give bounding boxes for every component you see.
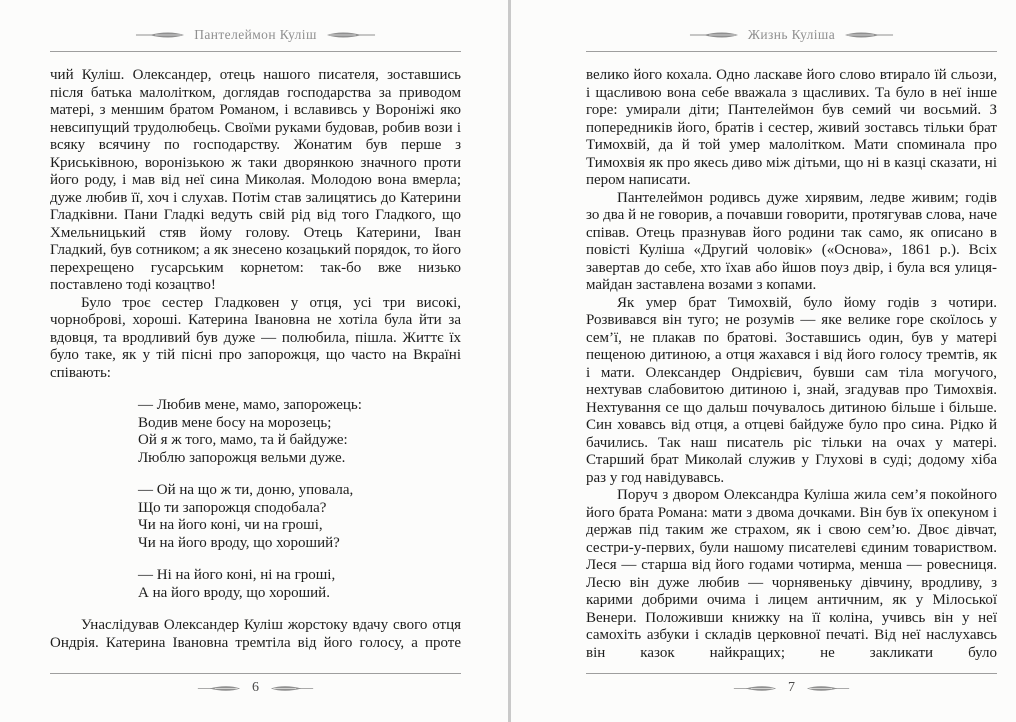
verse-line: Ой я ж того, мамо, та й байдуже: bbox=[138, 432, 348, 448]
verse-line: Люблю запорожця вельми дуже. bbox=[138, 449, 346, 466]
footer-ornament-left-icon bbox=[733, 684, 777, 693]
paragraph: Пантелеймон родивсь дуже хирявим, ледве живим; годів зо два й не говорив, а почавши говорити, протягував слова, наче співав. Отець празнував його родини так само, як описано в повісті Куліша «Другий чоловік» («Основа», 1861 р.). Всіх завертав до себе, хто їхав або йшов поуз двір, і була вся улиця-майдан заставлена возами з копами. bbox=[586, 189, 997, 293]
right-page bbox=[511, 0, 1016, 722]
header-rule bbox=[586, 51, 997, 52]
paragraph: чий Куліш. Олександер, отець нашого писателя, зоставшись після батька малолітком, доглядав господарства за приводом матері, з меншим братом Романом, і вславивсь у Вороніжі яко невсипущий трудолюбець. Своїми руками будовав, робив вози і всяку всячину по господарству. Жонатим був перше з Криськівною, воронізькою ж таки дворянкою значного проти його роду, і мав від неї сина Миколая. Молодою вона вмерла; дуже любив її, хоч і слухав. Потім став залицятись до Катерини Гладківни. Пани Гладкі ведуть свій рід від того Гладкого, що Хмельницький стяв йому голову. Отець Катерини, Іван Гладкий, був сотником; а як знесено козацький порядок, то його перехрещено гусарським корнетом: так-бо вже низько поставлено тоді козацтво! bbox=[50, 67, 461, 293]
running-title: Пантелеймон Куліш bbox=[194, 27, 317, 43]
verse-stanza bbox=[138, 397, 461, 467]
paragraph: Унаслідував Олександер Куліш жорстоку вдачу свого отця Ондрія. Катерина Івановна тремтіла від його голосу, а проте bbox=[50, 617, 461, 651]
footer-ornament-right-icon bbox=[806, 684, 850, 693]
right-page-text bbox=[586, 67, 997, 662]
left-page-text bbox=[50, 67, 461, 652]
header-ornament-left-icon bbox=[135, 30, 185, 40]
verse-stanza bbox=[138, 482, 461, 552]
running-title: Жизнь Куліша bbox=[747, 27, 836, 43]
verse-line: — Любив мене, мамо, запорожець: bbox=[138, 397, 362, 413]
right-page-footer bbox=[586, 673, 997, 722]
page-number: 6 bbox=[252, 680, 259, 696]
header-rule bbox=[50, 51, 461, 52]
paragraph: Як умер брат Тимохвій, було йому годів з чотири. Розвивався він туго; не розумів — яке велике горе скоїлось у сем’ї, не плакав по братові. Зоставшись один, був у матері пещеною дитиною, а отця жахався і від його голосу тремтів, як і мати. Олександер Ондрієвич, бувши сам тіла могучого, нехтував слабовитою дитиною і, знай, згадував про Тимохвія. Нехтування се що дальш почувалось дитиною більше і більше. Син ховавсь від отця, а отцеві байдуже було про сина. Рідко й бачились. Так наш писатель ріс тільки на очах у матері. Старший брат Миколай служив у Глухові в суді; додому хіба раз у год навідувавсь. bbox=[586, 294, 997, 486]
paragraph: велико його кохала. Одно ласкаве його слово втирало їй сльози, і щасливою вона себе вважала з щасливих. Та було в неї інше горе: умирали діти; Пантелеймон був семий чи восьмий. З попередників його, братів і сестер, живий зоставсь тільки брат Тимохвій, да й той умер малолітком. Мати споминала про Тимохвія як про якесь диво між дітьми, що ні в казці сказати, ні пером написати. bbox=[586, 67, 997, 188]
verse-line: — Ой на що ж ти, доню, уповала, bbox=[138, 482, 354, 498]
header-ornament-right-icon bbox=[844, 30, 894, 40]
page-number: 7 bbox=[788, 680, 795, 696]
right-page-header bbox=[586, 0, 997, 52]
verse-line: — Ні на його коні, ні на гроші, bbox=[138, 567, 336, 583]
verse-stanza bbox=[138, 567, 461, 602]
verse-line: А на його вроду, що хороший. bbox=[138, 584, 330, 601]
paragraph: Було троє сестер Гладковен у отця, усі три високі, чорноброві, хороші. Катерина Івановна не хотіла була йти за вдовця, та вродливий був дуже — полюбила, пішла. Життє їх було таке, як у тій пісні про запорожця, що часто на Вкраїні співають: bbox=[50, 294, 461, 381]
header-ornament-right-icon bbox=[326, 30, 376, 40]
verse-line: Чи на його коні, чи на гроші, bbox=[138, 517, 323, 533]
verse-line: Водив мене босу на морозець; bbox=[138, 414, 332, 431]
footer-ornament-left-icon bbox=[197, 684, 241, 693]
verse-line: Чи на його вроду, що хороший? bbox=[138, 534, 340, 551]
header-ornament-left-icon bbox=[689, 30, 739, 40]
right-page-content bbox=[586, 0, 997, 722]
footer-ornament-right-icon bbox=[270, 684, 314, 693]
left-page-header bbox=[50, 0, 461, 52]
left-page-footer bbox=[50, 673, 461, 722]
paragraph: Поруч з двором Олександра Куліша жила сем’я покойного його брата Романа: мати з двома дочками. Він був їх опекуном і держав під таким же страхом, як і свою сем’ю. Двоє дівчат, сестри-у-первих, були нашому писателеві єдиним товариством. Леся — старша від його годами чотирма, менша — ровесниця. Лесю він дуже любив — чорнявеньку дівчину, вродливу, з карими добрими очима і лицем античним, як у Мілоської Венери. Положивши книжку на її коліна, учивсь він у неї самохіть азбуки і складів церковної печаті. Від неї наслухавсь він казок найкращих; не закликати було bbox=[586, 487, 997, 661]
left-page-content bbox=[50, 0, 461, 722]
verse-line: Що ти запорожця сподобала? bbox=[138, 499, 327, 516]
